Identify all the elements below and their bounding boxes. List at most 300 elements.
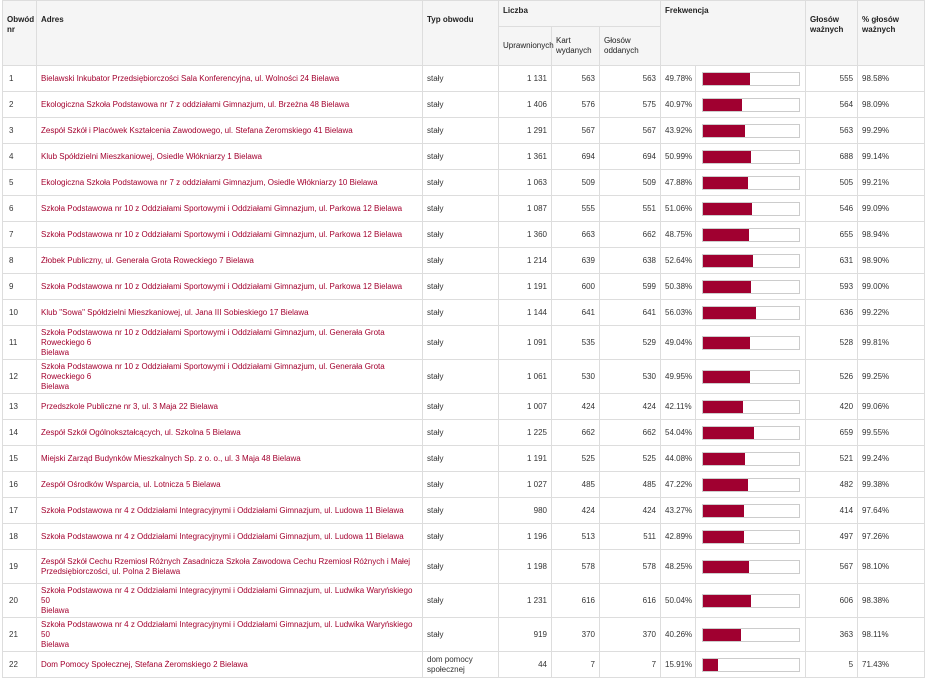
cell-adres-link[interactable]: Klub Spółdzielni Mieszkaniowej, Osiedle Włókniarzy 1 Bielawa (37, 144, 423, 170)
cell-pct-waznych: 99.22% (858, 300, 925, 326)
cell-waznych: 606 (806, 584, 858, 618)
cell-oddanych: 509 (600, 170, 661, 196)
cell-pct-waznych: 99.14% (858, 144, 925, 170)
header-nr[interactable]: Obwód nr (3, 1, 37, 66)
cell-kart: 7 (552, 652, 600, 678)
cell-uprawnionych: 1 191 (499, 274, 552, 300)
turnout-bar-fill (703, 531, 744, 543)
cell-frekwencja: 47.88% (661, 170, 696, 196)
cell-typ: stały (423, 360, 499, 394)
table-row (3, 498, 925, 524)
cell-frekwencja-bar (696, 300, 806, 326)
cell-uprawnionych: 1 198 (499, 550, 552, 584)
cell-frekwencja: 40.97% (661, 92, 696, 118)
cell-oddanych: 529 (600, 326, 661, 360)
cell-frekwencja-bar (696, 584, 806, 618)
cell-uprawnionych: 1 027 (499, 472, 552, 498)
cell-pct-waznych: 98.58% (858, 66, 925, 92)
cell-typ: stały (423, 472, 499, 498)
cell-uprawnionych: 1 231 (499, 584, 552, 618)
cell-frekwencja: 43.92% (661, 118, 696, 144)
cell-pct-waznych: 97.26% (858, 524, 925, 550)
cell-waznych: 655 (806, 222, 858, 248)
cell-uprawnionych: 1 144 (499, 300, 552, 326)
cell-waznych: 659 (806, 420, 858, 446)
cell-nr: 11 (3, 326, 37, 360)
cell-typ: stały (423, 550, 499, 584)
cell-oddanych: 424 (600, 498, 661, 524)
cell-nr: 9 (3, 274, 37, 300)
cell-oddanych: 599 (600, 274, 661, 300)
header-kart[interactable]: Kart wydanych (552, 27, 600, 66)
cell-nr: 19 (3, 550, 37, 584)
results-table (2, 0, 925, 678)
cell-pct-waznych: 98.94% (858, 222, 925, 248)
cell-oddanych: 525 (600, 446, 661, 472)
turnout-bar-fill (703, 255, 754, 267)
header-oddanych[interactable]: Głosów oddanych (600, 27, 661, 66)
cell-frekwencja: 48.25% (661, 550, 696, 584)
cell-oddanych: 578 (600, 550, 661, 584)
cell-waznych: 563 (806, 118, 858, 144)
adres-line-1: Szkoła Podstawowa nr 4 z Oddziałami Integracyjnymi i Oddziałami Gimnazjum, ul. Ludwika Waryńskiego 50 (41, 619, 413, 639)
table-row (3, 446, 925, 472)
cell-adres-link[interactable]: Przedszkole Publiczne nr 3, ul. 3 Maja 22 Bielawa (37, 394, 423, 420)
cell-frekwencja-bar (696, 66, 806, 92)
table-row (3, 92, 925, 118)
cell-adres-link[interactable]: Szkoła Podstawowa nr 10 z Oddziałami Sportowymi i Oddziałami Gimnazjum, ul. Parkowa 12 Bielawa (37, 274, 423, 300)
turnout-bar-track (702, 176, 800, 190)
cell-nr: 16 (3, 472, 37, 498)
cell-kart: 525 (552, 446, 600, 472)
cell-adres-link[interactable]: Klub "Sowa" Spółdzielni Mieszkaniowej, ul. Jana III Sobieskiego 17 Bielawa (37, 300, 423, 326)
cell-typ: stały (423, 248, 499, 274)
cell-pct-waznych: 98.10% (858, 550, 925, 584)
cell-frekwencja-bar (696, 326, 806, 360)
cell-adres-link[interactable]: Szkoła Podstawowa nr 4 z Oddziałami Integracyjnymi i Oddziałami Gimnazjum, ul. Ludowa 11 Bielawa (37, 498, 423, 524)
cell-uprawnionych: 1 091 (499, 326, 552, 360)
cell-uprawnionych: 1 225 (499, 420, 552, 446)
cell-kart: 424 (552, 498, 600, 524)
cell-waznych: 497 (806, 524, 858, 550)
turnout-bar-track (702, 306, 800, 320)
cell-kart: 616 (552, 584, 600, 618)
cell-typ: stały (423, 420, 499, 446)
cell-oddanych: 575 (600, 92, 661, 118)
cell-kart: 530 (552, 360, 600, 394)
turnout-bar-fill (703, 505, 745, 517)
table-row (3, 472, 925, 498)
cell-pct-waznych: 97.64% (858, 498, 925, 524)
cell-waznych: 521 (806, 446, 858, 472)
adres-line-2: Bielawa (41, 639, 70, 649)
cell-typ: stały (423, 498, 499, 524)
table-row (3, 652, 925, 678)
turnout-bar-fill (703, 371, 751, 383)
turnout-bar-fill (703, 401, 743, 413)
cell-nr: 10 (3, 300, 37, 326)
cell-adres-link[interactable]: Zespół Szkół i Placówek Kształcenia Zawodowego, ul. Stefana Żeromskiego 41 Bielawa (37, 118, 423, 144)
cell-adres-link[interactable] (37, 360, 423, 394)
cell-kart: 694 (552, 144, 600, 170)
turnout-bar-track (702, 426, 800, 440)
cell-oddanych: 530 (600, 360, 661, 394)
table-row (3, 420, 925, 446)
cell-typ: stały (423, 274, 499, 300)
header-adres[interactable]: Adres (37, 1, 423, 66)
cell-nr: 1 (3, 66, 37, 92)
cell-pct-waznych: 98.11% (858, 618, 925, 652)
cell-uprawnionych: 1 007 (499, 394, 552, 420)
cell-frekwencja: 44.08% (661, 446, 696, 472)
cell-waznych: 546 (806, 196, 858, 222)
cell-uprawnionych: 1 061 (499, 360, 552, 394)
cell-frekwencja: 54.04% (661, 420, 696, 446)
turnout-bar-fill (703, 337, 750, 349)
cell-adres-link[interactable]: Ekologiczna Szkoła Podstawowa nr 7 z oddziałami Gimnazjum, Osiedle Włókniarzy 10 Bielawa (37, 170, 423, 196)
cell-nr: 22 (3, 652, 37, 678)
cell-kart: 370 (552, 618, 600, 652)
adres-line-2: Bielawa (41, 605, 70, 615)
cell-frekwencja: 49.04% (661, 326, 696, 360)
cell-waznych: 528 (806, 326, 858, 360)
cell-typ: dom pomocy społecznej (423, 652, 499, 678)
cell-typ: stały (423, 300, 499, 326)
cell-uprawnionych: 1 191 (499, 446, 552, 472)
turnout-bar-fill (703, 595, 751, 607)
cell-waznych: 505 (806, 170, 858, 196)
adres-line-1: Zespół Szkół Cechu Rzemiosł Różnych Zasadnicza Szkoła Zawodowa Cechu Rzemiosł Różnych i Małej (41, 556, 411, 566)
cell-kart: 567 (552, 118, 600, 144)
cell-adres-link[interactable] (37, 618, 423, 652)
cell-nr: 4 (3, 144, 37, 170)
turnout-bar-track (702, 202, 800, 216)
table-row (3, 144, 925, 170)
turnout-bar-track (702, 478, 800, 492)
cell-nr: 6 (3, 196, 37, 222)
turnout-bar-track (702, 124, 800, 138)
cell-pct-waznych: 99.00% (858, 274, 925, 300)
cell-uprawnionych: 1 196 (499, 524, 552, 550)
cell-frekwencja: 52.64% (661, 248, 696, 274)
cell-typ: stały (423, 118, 499, 144)
cell-frekwencja: 48.75% (661, 222, 696, 248)
cell-kart: 509 (552, 170, 600, 196)
cell-frekwencja-bar (696, 420, 806, 446)
turnout-bar-fill (703, 177, 749, 189)
adres-line-1: Szkoła Podstawowa nr 10 z Oddziałami Sportowymi i Oddziałami Gimnazjum, ul. Generała Grota Roweckiego 6 (41, 327, 385, 347)
cell-nr: 7 (3, 222, 37, 248)
table-body (3, 66, 925, 678)
table-row (3, 584, 925, 618)
cell-kart: 641 (552, 300, 600, 326)
cell-typ: stały (423, 222, 499, 248)
turnout-bar-track (702, 72, 800, 86)
cell-kart: 555 (552, 196, 600, 222)
turnout-bar-track (702, 658, 800, 672)
cell-oddanych: 638 (600, 248, 661, 274)
cell-oddanych: 641 (600, 300, 661, 326)
cell-pct-waznych: 98.90% (858, 248, 925, 274)
adres-line-1: Szkoła Podstawowa nr 10 z Oddziałami Sportowymi i Oddziałami Gimnazjum, ul. Generała Grota Roweckiego 6 (41, 361, 385, 381)
header-pct-waznych[interactable]: % głosów ważnych (858, 1, 925, 66)
cell-frekwencja: 43.27% (661, 498, 696, 524)
cell-uprawnionych: 919 (499, 618, 552, 652)
cell-pct-waznych: 99.38% (858, 472, 925, 498)
table-row (3, 524, 925, 550)
cell-uprawnionych: 1 361 (499, 144, 552, 170)
cell-adres-link[interactable]: Zespół Szkół Ogólnokształcących, ul. Szkolna 5 Bielawa (37, 420, 423, 446)
cell-typ: stały (423, 446, 499, 472)
cell-pct-waznych: 99.21% (858, 170, 925, 196)
turnout-bar-track (702, 504, 800, 518)
turnout-bar-fill (703, 99, 742, 111)
cell-frekwencja-bar (696, 274, 806, 300)
cell-frekwencja-bar (696, 360, 806, 394)
cell-frekwencja-bar (696, 222, 806, 248)
cell-nr: 18 (3, 524, 37, 550)
table-row (3, 222, 925, 248)
header-typ[interactable]: Typ obwodu (423, 1, 499, 66)
table-row (3, 66, 925, 92)
cell-nr: 2 (3, 92, 37, 118)
table-row (3, 274, 925, 300)
cell-frekwencja: 47.22% (661, 472, 696, 498)
cell-oddanych: 551 (600, 196, 661, 222)
cell-typ: stały (423, 66, 499, 92)
cell-kart: 663 (552, 222, 600, 248)
cell-frekwencja: 50.04% (661, 584, 696, 618)
cell-pct-waznych: 99.06% (858, 394, 925, 420)
cell-typ: stały (423, 618, 499, 652)
cell-nr: 5 (3, 170, 37, 196)
turnout-bar-track (702, 370, 800, 384)
cell-pct-waznych: 99.25% (858, 360, 925, 394)
cell-adres-link[interactable]: Szkoła Podstawowa nr 4 z Oddziałami Integracyjnymi i Oddziałami Gimnazjum, ul. Ludowa 11 Bielawa (37, 524, 423, 550)
turnout-bar-track (702, 560, 800, 574)
cell-frekwencja-bar (696, 618, 806, 652)
cell-kart: 535 (552, 326, 600, 360)
cell-frekwencja: 42.89% (661, 524, 696, 550)
cell-frekwencja-bar (696, 144, 806, 170)
header-waznych[interactable]: Głosów ważnych (806, 1, 858, 66)
cell-oddanych: 662 (600, 420, 661, 446)
cell-nr: 13 (3, 394, 37, 420)
cell-frekwencja-bar (696, 524, 806, 550)
turnout-bar-fill (703, 73, 751, 85)
adres-line-2: Przedsiębiorczości, ul. Polna 2 Bielawa (41, 566, 181, 576)
cell-pct-waznych: 99.09% (858, 196, 925, 222)
cell-adres-link[interactable]: Żłobek Publiczny, ul. Generała Grota Roweckiego 7 Bielawa (37, 248, 423, 274)
cell-frekwencja-bar (696, 498, 806, 524)
turnout-bar-fill (703, 125, 745, 137)
cell-frekwencja-bar (696, 248, 806, 274)
cell-oddanych: 424 (600, 394, 661, 420)
turnout-bar-fill (703, 659, 718, 671)
cell-waznych: 631 (806, 248, 858, 274)
adres-line-2: Bielawa (41, 381, 70, 391)
cell-waznych: 482 (806, 472, 858, 498)
turnout-bar-fill (703, 229, 750, 241)
turnout-bar-track (702, 150, 800, 164)
cell-adres-link[interactable]: Szkoła Podstawowa nr 10 z Oddziałami Sportowymi i Oddziałami Gimnazjum, ul. Parkowa 12 Bielawa (37, 222, 423, 248)
table-header (3, 1, 925, 66)
header-liczba: Liczba (499, 1, 661, 27)
cell-nr: 21 (3, 618, 37, 652)
cell-adres-link[interactable]: Miejski Zarząd Budynków Mieszkalnych Sp. z o. o., ul. 3 Maja 48 Bielawa (37, 446, 423, 472)
cell-oddanych: 485 (600, 472, 661, 498)
cell-frekwencja: 56.03% (661, 300, 696, 326)
turnout-bar-track (702, 594, 800, 608)
cell-typ: stały (423, 144, 499, 170)
turnout-bar-fill (703, 203, 752, 215)
cell-waznych: 363 (806, 618, 858, 652)
cell-typ: stały (423, 326, 499, 360)
turnout-bar-fill (703, 307, 757, 319)
turnout-bar-fill (703, 151, 752, 163)
turnout-bar-fill (703, 479, 748, 491)
cell-waznych: 526 (806, 360, 858, 394)
cell-kart: 424 (552, 394, 600, 420)
cell-adres-link[interactable] (37, 550, 423, 584)
cell-frekwencja: 51.06% (661, 196, 696, 222)
turnout-bar-track (702, 254, 800, 268)
turnout-bar-fill (703, 281, 751, 293)
cell-waznych: 5 (806, 652, 858, 678)
cell-frekwencja-bar (696, 550, 806, 584)
cell-frekwencja-bar (696, 472, 806, 498)
cell-kart: 600 (552, 274, 600, 300)
cell-oddanych: 511 (600, 524, 661, 550)
cell-adres-link[interactable]: Ekologiczna Szkoła Podstawowa nr 7 z oddziałami Gimnazjum, ul. Brzeżna 48 Bielawa (37, 92, 423, 118)
cell-kart: 639 (552, 248, 600, 274)
cell-adres-link[interactable]: Dom Pomocy Społecznej, Stefana Żeromskiego 2 Bielawa (37, 652, 423, 678)
cell-nr: 3 (3, 118, 37, 144)
turnout-bar-track (702, 280, 800, 294)
cell-typ: stały (423, 170, 499, 196)
table-row (3, 170, 925, 196)
cell-nr: 17 (3, 498, 37, 524)
cell-oddanych: 662 (600, 222, 661, 248)
turnout-bar-fill (703, 561, 749, 573)
turnout-bar-track (702, 400, 800, 414)
cell-waznych: 555 (806, 66, 858, 92)
cell-nr: 12 (3, 360, 37, 394)
cell-oddanych: 616 (600, 584, 661, 618)
cell-kart: 485 (552, 472, 600, 498)
cell-oddanych: 694 (600, 144, 661, 170)
header-frekwencja[interactable]: Frekwencja (661, 1, 806, 66)
cell-adres-link[interactable] (37, 584, 423, 618)
cell-frekwencja-bar (696, 652, 806, 678)
table-row (3, 326, 925, 360)
cell-waznych: 567 (806, 550, 858, 584)
cell-uprawnionych: 1 291 (499, 118, 552, 144)
turnout-bar-track (702, 530, 800, 544)
cell-frekwencja: 50.99% (661, 144, 696, 170)
turnout-bar-track (702, 628, 800, 642)
cell-oddanych: 563 (600, 66, 661, 92)
table-row (3, 394, 925, 420)
table-row (3, 360, 925, 394)
table-row (3, 550, 925, 584)
cell-adres-link[interactable]: Zespół Ośrodków Wsparcia, ul. Lotnicza 5 Bielawa (37, 472, 423, 498)
cell-pct-waznych: 99.29% (858, 118, 925, 144)
cell-pct-waznych: 99.55% (858, 420, 925, 446)
cell-pct-waznych: 99.24% (858, 446, 925, 472)
table-row (3, 618, 925, 652)
cell-pct-waznych: 98.09% (858, 92, 925, 118)
cell-adres-link[interactable]: Szkoła Podstawowa nr 10 z Oddziałami Sportowymi i Oddziałami Gimnazjum, ul. Parkowa 12 Bielawa (37, 196, 423, 222)
cell-frekwencja-bar (696, 92, 806, 118)
table-row (3, 248, 925, 274)
cell-waznych: 593 (806, 274, 858, 300)
cell-frekwencja: 49.95% (661, 360, 696, 394)
cell-kart: 576 (552, 92, 600, 118)
cell-waznych: 564 (806, 92, 858, 118)
cell-frekwencja: 49.78% (661, 66, 696, 92)
cell-adres-link[interactable] (37, 326, 423, 360)
cell-pct-waznych: 99.81% (858, 326, 925, 360)
cell-pct-waznych: 98.38% (858, 584, 925, 618)
cell-uprawnionych: 1 214 (499, 248, 552, 274)
cell-uprawnionych: 1 360 (499, 222, 552, 248)
cell-typ: stały (423, 196, 499, 222)
cell-waznych: 420 (806, 394, 858, 420)
cell-nr: 20 (3, 584, 37, 618)
adres-line-2: Bielawa (41, 347, 70, 357)
cell-frekwencja: 50.38% (661, 274, 696, 300)
cell-kart: 513 (552, 524, 600, 550)
cell-waznych: 688 (806, 144, 858, 170)
cell-nr: 8 (3, 248, 37, 274)
cell-uprawnionych: 1 063 (499, 170, 552, 196)
cell-oddanych: 567 (600, 118, 661, 144)
cell-frekwencja-bar (696, 394, 806, 420)
header-uprawnionych[interactable]: Uprawnionych (499, 27, 552, 66)
cell-adres-link[interactable]: Bielawski Inkubator Przedsiębiorczości Sala Konferencyjna, ul. Wolności 24 Bielawa (37, 66, 423, 92)
turnout-bar-track (702, 98, 800, 112)
cell-frekwencja: 40.26% (661, 618, 696, 652)
cell-kart: 578 (552, 550, 600, 584)
cell-typ: stały (423, 92, 499, 118)
cell-frekwencja: 15.91% (661, 652, 696, 678)
cell-waznych: 414 (806, 498, 858, 524)
turnout-bar-fill (703, 629, 742, 641)
cell-uprawnionych: 1 087 (499, 196, 552, 222)
cell-typ: stały (423, 524, 499, 550)
cell-kart: 662 (552, 420, 600, 446)
cell-oddanych: 370 (600, 618, 661, 652)
turnout-bar-track (702, 336, 800, 350)
turnout-bar-fill (703, 453, 745, 465)
cell-nr: 15 (3, 446, 37, 472)
cell-kart: 563 (552, 66, 600, 92)
cell-frekwencja-bar (696, 446, 806, 472)
cell-frekwencja-bar (696, 118, 806, 144)
cell-nr: 14 (3, 420, 37, 446)
turnout-bar-track (702, 452, 800, 466)
cell-uprawnionych: 980 (499, 498, 552, 524)
adres-line-1: Szkoła Podstawowa nr 4 z Oddziałami Integracyjnymi i Oddziałami Gimnazjum, ul. Ludwika Waryńskiego 50 (41, 585, 413, 605)
cell-typ: stały (423, 394, 499, 420)
cell-uprawnionych: 1 131 (499, 66, 552, 92)
cell-uprawnionych: 44 (499, 652, 552, 678)
cell-frekwencja-bar (696, 170, 806, 196)
cell-oddanych: 7 (600, 652, 661, 678)
turnout-bar-track (702, 228, 800, 242)
cell-pct-waznych: 71.43% (858, 652, 925, 678)
